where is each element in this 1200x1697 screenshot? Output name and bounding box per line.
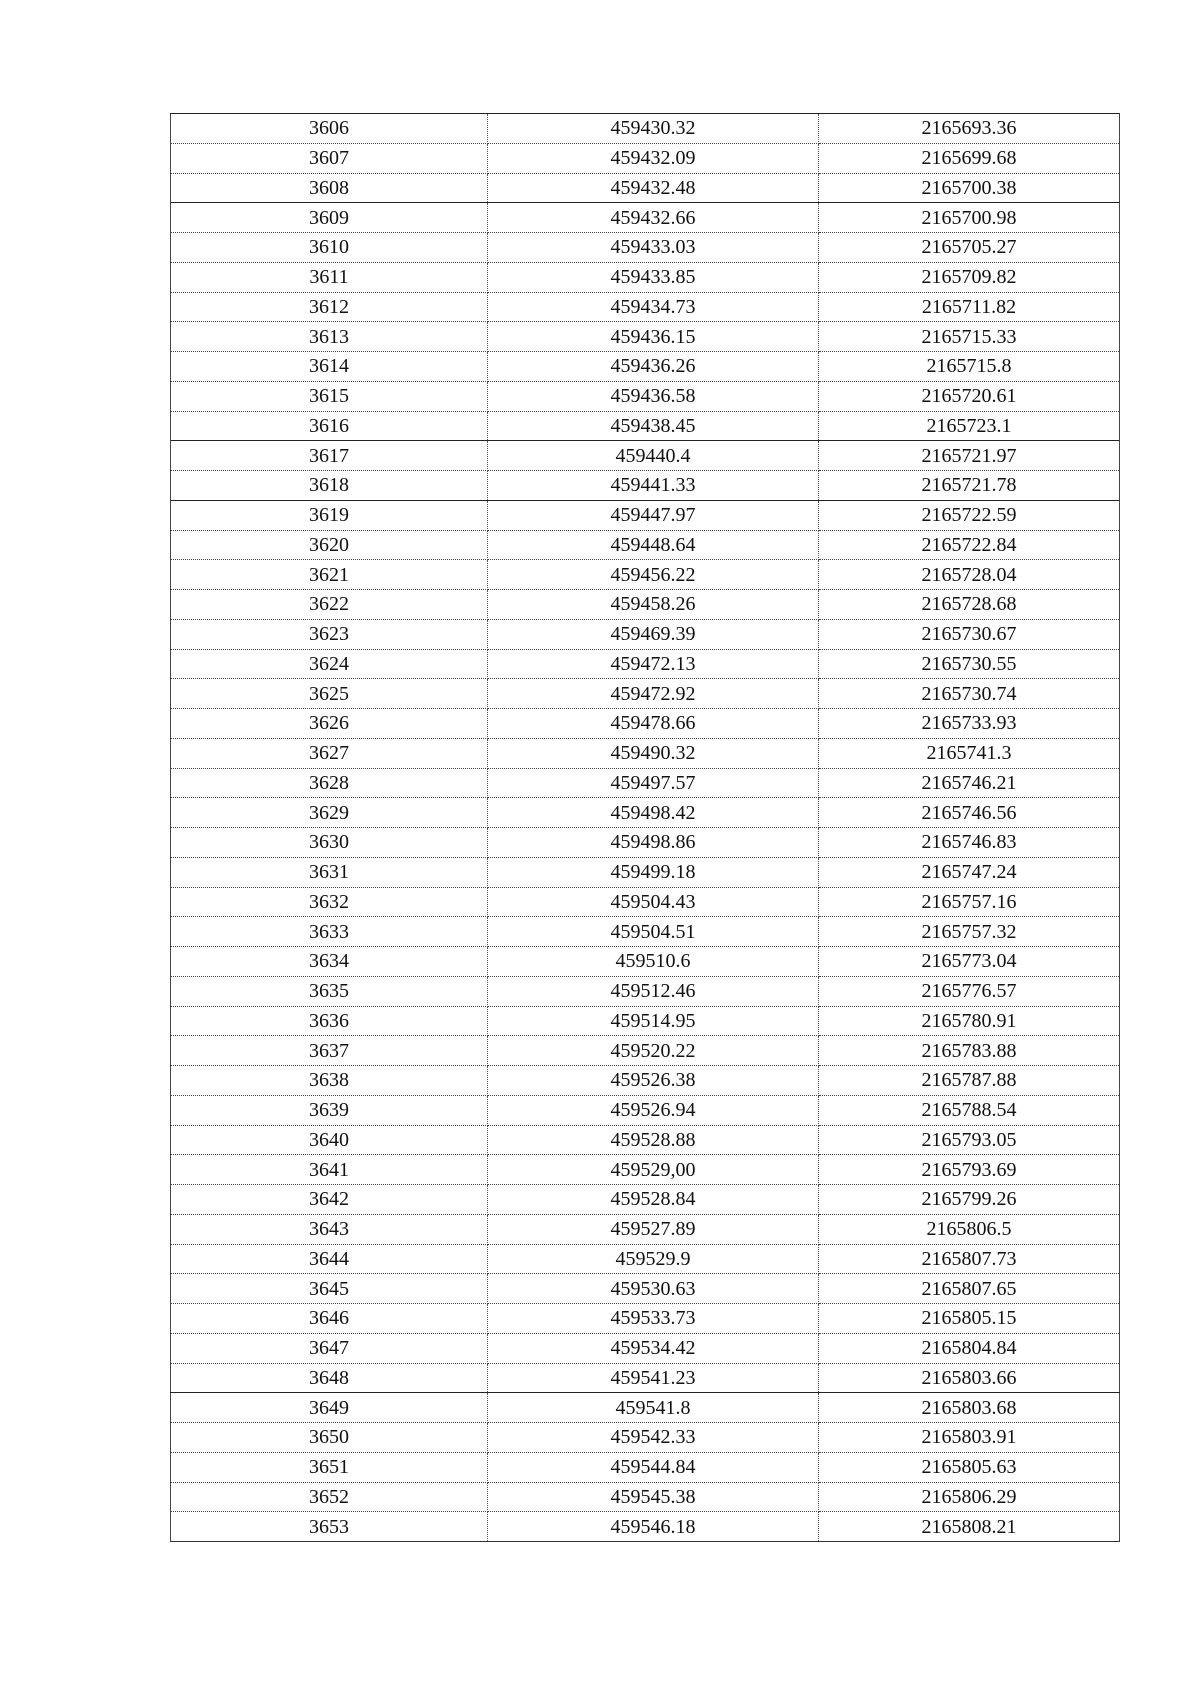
point-number-cell: 3621 — [171, 560, 488, 590]
y-coordinate-cell: 2165721.97 — [819, 441, 1120, 471]
x-coordinate-cell: 459432.09 — [488, 143, 819, 173]
y-coordinate-cell: 2165723.1 — [819, 411, 1120, 441]
x-coordinate-cell: 459526.38 — [488, 1066, 819, 1096]
y-coordinate-cell: 2165705.27 — [819, 233, 1120, 263]
y-coordinate-cell: 2165699.68 — [819, 143, 1120, 173]
point-number-cell: 3648 — [171, 1363, 488, 1393]
table-row — [171, 500, 1120, 530]
y-coordinate-cell: 2165803.68 — [819, 1393, 1120, 1423]
x-coordinate-cell: 459499.18 — [488, 857, 819, 887]
y-coordinate-cell: 2165711.82 — [819, 292, 1120, 322]
y-coordinate-cell: 2165730.55 — [819, 649, 1120, 679]
table-row — [171, 530, 1120, 560]
point-number-cell: 3652 — [171, 1482, 488, 1512]
point-number-cell: 3615 — [171, 381, 488, 411]
table-row — [171, 590, 1120, 620]
x-coordinate-cell: 459528.88 — [488, 1125, 819, 1155]
table-row — [171, 976, 1120, 1006]
table-row — [171, 798, 1120, 828]
y-coordinate-cell: 2165693.36 — [819, 114, 1120, 144]
table-row — [171, 1512, 1120, 1542]
point-number-cell: 3645 — [171, 1274, 488, 1304]
point-number-cell: 3624 — [171, 649, 488, 679]
y-coordinate-cell: 2165746.56 — [819, 798, 1120, 828]
y-coordinate-cell: 2165730.74 — [819, 679, 1120, 709]
x-coordinate-cell: 459514.95 — [488, 1006, 819, 1036]
y-coordinate-cell: 2165721.78 — [819, 471, 1120, 501]
table-row — [171, 292, 1120, 322]
y-coordinate-cell: 2165776.57 — [819, 976, 1120, 1006]
y-coordinate-cell: 2165757.32 — [819, 917, 1120, 947]
table-row — [171, 1095, 1120, 1125]
point-number-cell: 3622 — [171, 590, 488, 620]
x-coordinate-cell: 459498.42 — [488, 798, 819, 828]
table-row — [171, 233, 1120, 263]
table-row — [171, 352, 1120, 382]
table-row — [171, 1125, 1120, 1155]
point-number-cell: 3606 — [171, 114, 488, 144]
x-coordinate-cell: 459448.64 — [488, 530, 819, 560]
y-coordinate-cell: 2165715.8 — [819, 352, 1120, 382]
table-row — [171, 471, 1120, 501]
y-coordinate-cell: 2165722.84 — [819, 530, 1120, 560]
y-coordinate-cell: 2165806.5 — [819, 1214, 1120, 1244]
table-row — [171, 262, 1120, 292]
point-number-cell: 3637 — [171, 1036, 488, 1066]
table-row — [171, 1185, 1120, 1215]
table-row — [171, 1363, 1120, 1393]
table-row — [171, 381, 1120, 411]
point-number-cell: 3638 — [171, 1066, 488, 1096]
point-number-cell: 3619 — [171, 500, 488, 530]
point-number-cell: 3650 — [171, 1423, 488, 1453]
y-coordinate-cell: 2165715.33 — [819, 322, 1120, 352]
x-coordinate-cell: 459472.92 — [488, 679, 819, 709]
y-coordinate-cell: 2165805.15 — [819, 1304, 1120, 1334]
x-coordinate-cell: 459478.66 — [488, 709, 819, 739]
table-row — [171, 947, 1120, 977]
x-coordinate-cell: 459526.94 — [488, 1095, 819, 1125]
point-number-cell: 3640 — [171, 1125, 488, 1155]
point-number-cell: 3642 — [171, 1185, 488, 1215]
table-row — [171, 1333, 1120, 1363]
table-row — [171, 619, 1120, 649]
point-number-cell: 3617 — [171, 441, 488, 471]
point-number-cell: 3635 — [171, 976, 488, 1006]
point-number-cell: 3653 — [171, 1512, 488, 1542]
point-number-cell: 3632 — [171, 887, 488, 917]
x-coordinate-cell: 459458.26 — [488, 590, 819, 620]
table-row — [171, 1006, 1120, 1036]
y-coordinate-cell: 2165741.3 — [819, 738, 1120, 768]
table-row — [171, 1423, 1120, 1453]
y-coordinate-cell: 2165803.66 — [819, 1363, 1120, 1393]
x-coordinate-cell: 459541.23 — [488, 1363, 819, 1393]
x-coordinate-cell: 459490.32 — [488, 738, 819, 768]
y-coordinate-cell: 2165805.63 — [819, 1452, 1120, 1482]
point-number-cell: 3610 — [171, 233, 488, 263]
y-coordinate-cell: 2165780.91 — [819, 1006, 1120, 1036]
point-number-cell: 3647 — [171, 1333, 488, 1363]
x-coordinate-cell: 459436.15 — [488, 322, 819, 352]
table-row — [171, 173, 1120, 203]
table-row — [171, 114, 1120, 144]
point-number-cell: 3612 — [171, 292, 488, 322]
table-row — [171, 1482, 1120, 1512]
table-row — [171, 1304, 1120, 1334]
point-number-cell: 3631 — [171, 857, 488, 887]
table-row — [171, 411, 1120, 441]
x-coordinate-cell: 459436.58 — [488, 381, 819, 411]
x-coordinate-cell: 459441.33 — [488, 471, 819, 501]
point-number-cell: 3628 — [171, 768, 488, 798]
x-coordinate-cell: 459527.89 — [488, 1214, 819, 1244]
table-row — [171, 1244, 1120, 1274]
x-coordinate-cell: 459530.63 — [488, 1274, 819, 1304]
x-coordinate-cell: 459432.48 — [488, 173, 819, 203]
x-coordinate-cell: 459534.42 — [488, 1333, 819, 1363]
x-coordinate-cell: 459528.84 — [488, 1185, 819, 1215]
point-number-cell: 3627 — [171, 738, 488, 768]
y-coordinate-cell: 2165700.38 — [819, 173, 1120, 203]
x-coordinate-cell: 459469.39 — [488, 619, 819, 649]
table-row — [171, 917, 1120, 947]
y-coordinate-cell: 2165747.24 — [819, 857, 1120, 887]
coordinate-table-body — [171, 114, 1120, 1542]
table-row — [171, 828, 1120, 858]
x-coordinate-cell: 459456.22 — [488, 560, 819, 590]
point-number-cell: 3629 — [171, 798, 488, 828]
y-coordinate-cell: 2165709.82 — [819, 262, 1120, 292]
y-coordinate-cell: 2165733.93 — [819, 709, 1120, 739]
y-coordinate-cell: 2165799.26 — [819, 1185, 1120, 1215]
point-number-cell: 3639 — [171, 1095, 488, 1125]
table-row — [171, 1274, 1120, 1304]
point-number-cell: 3649 — [171, 1393, 488, 1423]
y-coordinate-cell: 2165807.73 — [819, 1244, 1120, 1274]
point-number-cell: 3623 — [171, 619, 488, 649]
y-coordinate-cell: 2165804.84 — [819, 1333, 1120, 1363]
x-coordinate-cell: 459497.57 — [488, 768, 819, 798]
y-coordinate-cell: 2165773.04 — [819, 947, 1120, 977]
x-coordinate-cell: 459433.85 — [488, 262, 819, 292]
coordinate-table — [170, 113, 1120, 1542]
x-coordinate-cell: 459542.33 — [488, 1423, 819, 1453]
x-coordinate-cell: 459529,00 — [488, 1155, 819, 1185]
y-coordinate-cell: 2165728.68 — [819, 590, 1120, 620]
table-row — [171, 857, 1120, 887]
y-coordinate-cell: 2165787.88 — [819, 1066, 1120, 1096]
x-coordinate-cell: 459533.73 — [488, 1304, 819, 1334]
x-coordinate-cell: 459504.51 — [488, 917, 819, 947]
y-coordinate-cell: 2165806.29 — [819, 1482, 1120, 1512]
x-coordinate-cell: 459432.66 — [488, 203, 819, 233]
table-row — [171, 768, 1120, 798]
x-coordinate-cell: 459510.6 — [488, 947, 819, 977]
y-coordinate-cell: 2165803.91 — [819, 1423, 1120, 1453]
y-coordinate-cell: 2165808.21 — [819, 1512, 1120, 1542]
x-coordinate-cell: 459440.4 — [488, 441, 819, 471]
point-number-cell: 3611 — [171, 262, 488, 292]
table-row — [171, 649, 1120, 679]
y-coordinate-cell: 2165793.69 — [819, 1155, 1120, 1185]
table-row — [171, 1214, 1120, 1244]
point-number-cell: 3625 — [171, 679, 488, 709]
y-coordinate-cell: 2165783.88 — [819, 1036, 1120, 1066]
x-coordinate-cell: 459546.18 — [488, 1512, 819, 1542]
point-number-cell: 3641 — [171, 1155, 488, 1185]
x-coordinate-cell: 459504.43 — [488, 887, 819, 917]
point-number-cell: 3616 — [171, 411, 488, 441]
table-row — [171, 203, 1120, 233]
table-row — [171, 560, 1120, 590]
y-coordinate-cell: 2165746.21 — [819, 768, 1120, 798]
y-coordinate-cell: 2165746.83 — [819, 828, 1120, 858]
point-number-cell: 3613 — [171, 322, 488, 352]
y-coordinate-cell: 2165700.98 — [819, 203, 1120, 233]
point-number-cell: 3633 — [171, 917, 488, 947]
point-number-cell: 3607 — [171, 143, 488, 173]
table-row — [171, 738, 1120, 768]
table-row — [171, 1393, 1120, 1423]
y-coordinate-cell: 2165788.54 — [819, 1095, 1120, 1125]
y-coordinate-cell: 2165720.61 — [819, 381, 1120, 411]
x-coordinate-cell: 459430.32 — [488, 114, 819, 144]
x-coordinate-cell: 459436.26 — [488, 352, 819, 382]
x-coordinate-cell: 459498.86 — [488, 828, 819, 858]
y-coordinate-cell: 2165757.16 — [819, 887, 1120, 917]
point-number-cell: 3608 — [171, 173, 488, 203]
table-row — [171, 322, 1120, 352]
x-coordinate-cell: 459529.9 — [488, 1244, 819, 1274]
point-number-cell: 3626 — [171, 709, 488, 739]
point-number-cell: 3630 — [171, 828, 488, 858]
table-row — [171, 441, 1120, 471]
x-coordinate-cell: 459438.45 — [488, 411, 819, 441]
y-coordinate-cell: 2165793.05 — [819, 1125, 1120, 1155]
table-row — [171, 1452, 1120, 1482]
y-coordinate-cell: 2165728.04 — [819, 560, 1120, 590]
y-coordinate-cell: 2165807.65 — [819, 1274, 1120, 1304]
point-number-cell: 3651 — [171, 1452, 488, 1482]
table-row — [171, 679, 1120, 709]
table-row — [171, 709, 1120, 739]
x-coordinate-cell: 459447.97 — [488, 500, 819, 530]
point-number-cell: 3634 — [171, 947, 488, 977]
y-coordinate-cell: 2165722.59 — [819, 500, 1120, 530]
point-number-cell: 3609 — [171, 203, 488, 233]
point-number-cell: 3646 — [171, 1304, 488, 1334]
point-number-cell: 3636 — [171, 1006, 488, 1036]
x-coordinate-cell: 459545.38 — [488, 1482, 819, 1512]
y-coordinate-cell: 2165730.67 — [819, 619, 1120, 649]
table-row — [171, 887, 1120, 917]
table-row — [171, 143, 1120, 173]
x-coordinate-cell: 459433.03 — [488, 233, 819, 263]
point-number-cell: 3644 — [171, 1244, 488, 1274]
x-coordinate-cell: 459541.8 — [488, 1393, 819, 1423]
x-coordinate-cell: 459520.22 — [488, 1036, 819, 1066]
point-number-cell: 3614 — [171, 352, 488, 382]
table-row — [171, 1036, 1120, 1066]
point-number-cell: 3620 — [171, 530, 488, 560]
point-number-cell: 3618 — [171, 471, 488, 501]
x-coordinate-cell: 459434.73 — [488, 292, 819, 322]
x-coordinate-cell: 459512.46 — [488, 976, 819, 1006]
x-coordinate-cell: 459472.13 — [488, 649, 819, 679]
table-row — [171, 1066, 1120, 1096]
x-coordinate-cell: 459544.84 — [488, 1452, 819, 1482]
point-number-cell: 3643 — [171, 1214, 488, 1244]
table-row — [171, 1155, 1120, 1185]
